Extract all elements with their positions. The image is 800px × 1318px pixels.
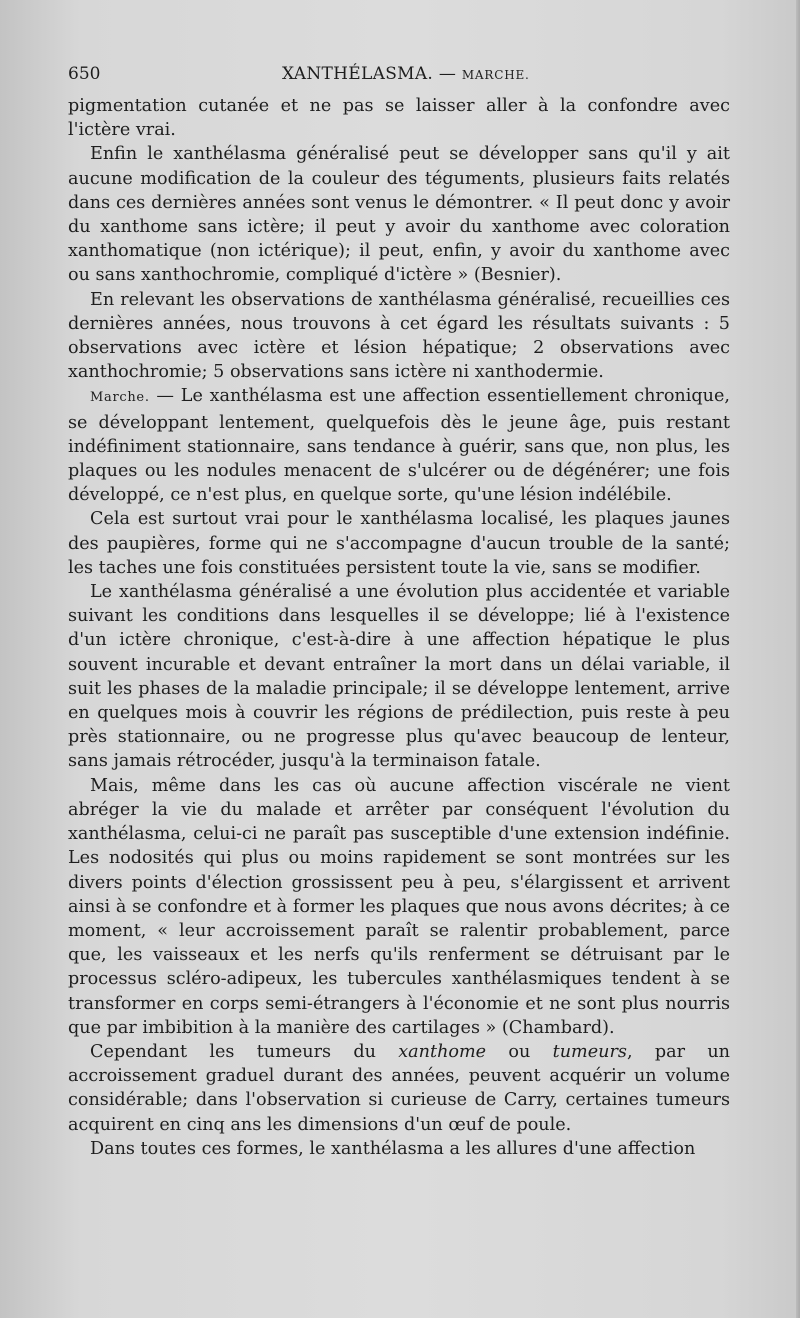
header-title-main: XANTHÉLASMA. [282,64,434,84]
paragraph-text: ou [486,1041,553,1062]
page-body [68,94,730,1161]
paragraph-continuation: pigmentation cutanée et ne pas se laisser aller à la confondre avec l'ictère vrai. [68,96,730,141]
running-header [68,60,728,88]
paragraph: Cela est surtout vrai pour le xanthélasma localisé, les plaques jaunes des paupières, forme qui ne s'accompagne d'aucun trouble de la santé; les taches une fois constituées persistent toute la vie, sans se modifier. [68,509,730,578]
header-title [282,60,530,89]
italic-term: xanthome [398,1041,487,1062]
paragraph-marche [68,384,730,507]
paragraph-tumeurs [68,1040,730,1137]
paragraph: Mais, même dans les cas où aucune affection viscérale ne vient abréger la vie du malade et arrêter par conséquent l'évolution du xanthélasma, celui-ci ne paraît pas susceptible d'une extension indéfinie. Les nodosités qui plus ou moins rapidement se sont montrées sur les divers points d'élection grossissent peu à peu, s'élargissent et arrivent ainsi à se confondre et à former les plaques que nous avons décrites; à ce moment, « leur accroissement paraît se ralentir probablement, parce que, les vaisseaux et les nerfs qu'ils renferment se détruisant par le processus scléro-adipeux, les tubercules xanthélasmiques tendent à se transformer en corps semi-étrangers à l'économie et ne sont plus nourris que par imbibition à la manière des cartilages » (Chambard). [68,775,730,1038]
paragraph: Le xanthélasma généralisé a une évolution plus accidentée et variable suivant les conditions dans lesquelles il se développe; lié à l'existence d'un ictère chronique, c'est-à-dire à une affection hépatique le plus souvent incurable et devant entraîner la mort dans un délai variable, il suit les phases de la maladie principale; il se développe lentement, arrive en quelques mois à couvrir les régions de prédilection, puis reste à peu près stationnaire, ou ne progresse plus qu'avec beaucoup de lenteur, sans jamais rétrocéder, jusqu'à la terminaison fatale. [68,582,730,772]
paragraph-text: , par un accroissement graduel durant des années, peuvent acquérir un volume considérable; dans l'observation si curieuse de Carry, certaines tumeurs acquirent en cinq ans les dimensions d'un œuf de poule. [68,1041,730,1135]
paragraph: En relevant les observations de xanthélasma généralisé, recueillies ces dernières années, nous trouvons à cet égard les résultats suivants : 5 observations avec ictère et lésion hépatique; 2 observations avec xanthochromie; 5 observations sans ictère ni xanthodermie. [68,289,730,383]
paragraph: Enfin le xanthélasma généralisé peut se développer sans qu'il y ait aucune modification de la couleur des téguments, plusieurs faits relatés dans ces dernières années sont venus le démontrer. « Il peut donc y avoir du xanthome sans ictère; il peut y avoir du xanthome avec coloration xanthomatique (non ictérique); il peut, enfin, y avoir du xanthome avec ou sans xanthochromie, compliqué d'ictère » (Besnier). [68,144,730,286]
paragraph-text: — Le xanthélasma est une affection essentiellement chronique, se développant lentement, quelquefois dès le jeune âge, puis restant indéfiniment stationnaire, sans tendance à guérir, sans que, non plus, les plaques ou les nodules menacent de s'ulcérer ou de dégénérer; une fois développé, ce n'est plus, en quelque sorte, qu'une lésion indélébile. [68,386,730,506]
paragraph: Dans toutes ces formes, le xanthélasma a les allures d'une affection [90,1138,696,1159]
section-lead: Marche. [90,390,150,406]
page-number: 650 [68,64,101,84]
paragraph-text: Cependant les tumeurs du [90,1041,399,1062]
header-dash: — [433,64,462,84]
header-section: MARCHE. [461,68,530,82]
italic-term: tumeurs [552,1041,627,1062]
page-edge-shadow [796,0,800,1318]
